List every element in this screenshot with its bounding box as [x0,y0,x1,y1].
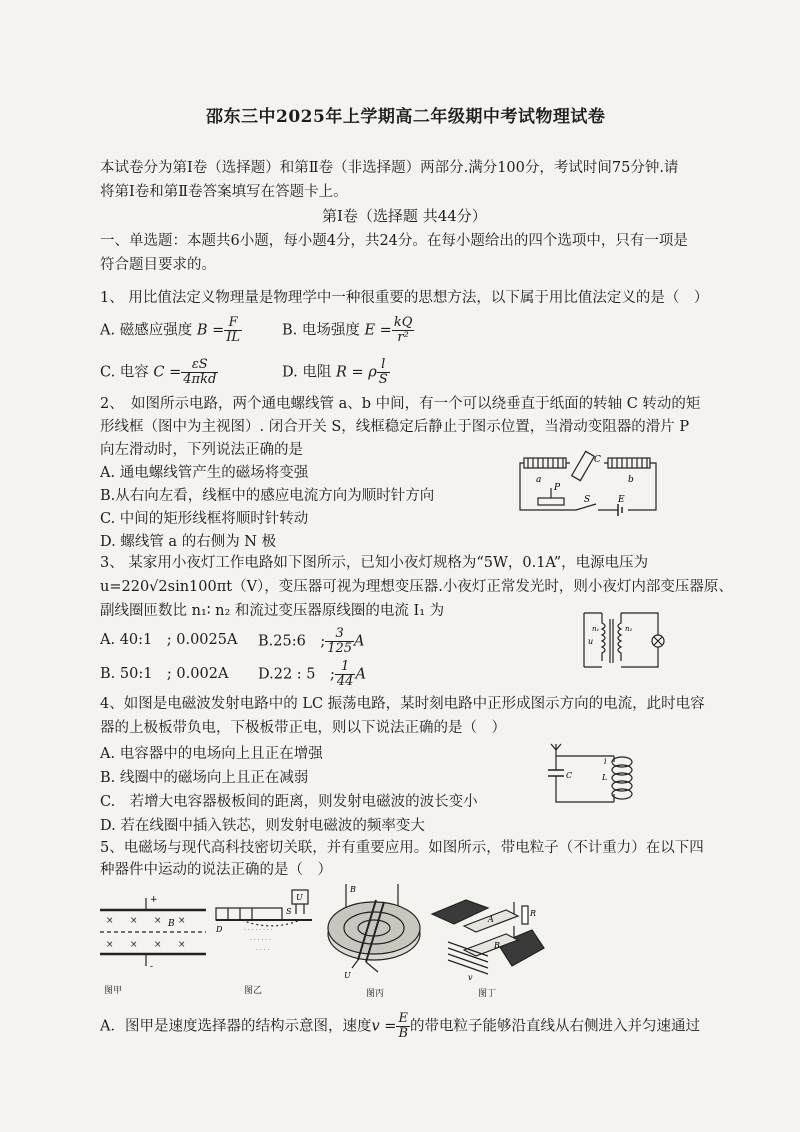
q4-option-b: B. 线圈中的磁场向上且正在减弱 [100,770,309,786]
q3-option-d [258,660,366,689]
q1-a-label: A. 磁感应强度 [100,322,193,339]
svg-text:×: × [106,916,114,926]
svg-text:×: × [130,940,138,950]
caption-figure-3: 图丙 [366,989,385,999]
q5-a-fraction [396,1012,410,1041]
q2-fig-label-b: b [628,475,634,485]
primary-coil [602,613,605,661]
q5-a-den: B [398,1026,408,1041]
q2-option-d: D. 螺线管 a 的右侧为 N 极 [100,534,277,550]
q3-line-3: 副线圈匝数比 n₁∶ n₂ 和流过变压器原线圈的电流 I₁ 为 [100,603,445,619]
fig1-label-b: B [168,919,175,929]
q3-b-unit: A [354,633,365,650]
svg-text:· · · ·: · · · · [256,947,270,954]
q3-fig-label-n2: n₂ [625,625,633,633]
q4-fig-label-c: C [566,771,573,780]
q4-fig-label-l: L [602,773,608,782]
battery-e [618,504,622,516]
q1-b-num: kQ [393,315,413,330]
q2-fig-label-c: C [594,455,601,465]
q5-a-post: 的带电粒子能够沿直线从右侧进入并匀速通过 [410,1018,700,1035]
q2-option-b: B.从右向左看，线框中的感应电流方向为顺时针方向 [100,488,435,504]
q1-option-a [100,316,242,345]
q5-option-a [100,1012,700,1041]
velocity-selector-figure [96,892,211,972]
fig3-label-u: U [344,971,351,980]
q2-fig-label-e: E [618,495,625,505]
mass-spectrometer-figure [212,884,322,976]
svg-text:×: × [154,916,162,926]
q3-d-den: 44 [336,674,354,689]
q2-solenoid-circuit-figure [518,448,658,518]
svg-text:· · · · · ·: · · · · · · [250,937,271,944]
q3-option-a: A. 40:1 ; 0.0025A [100,632,238,648]
q3-line-2: u=220√2sin100πt（V），变压器可视为理想变压器.小夜灯正常发光时，则小夜灯内部变压器原、 [100,579,733,595]
q4-fig-label-i: i [604,757,607,766]
q2-fig-label-a: a [536,475,542,485]
fig2-label-s: S [286,907,292,916]
q2-line-2: 形线框（图中为主视图）. 闭合开关 S，线框稳定后静止于图示位置，当滑动变阻器的滑片 P [100,419,690,435]
fig4-label-a: A [488,915,494,924]
q1-option-b [282,316,414,345]
q1-a-den: IL [226,330,241,345]
fig4-label-v: v [468,973,473,982]
q1-b-label: B. 电场强度 [282,322,360,339]
q4-option-c: C. 若增大电容器极板间的距离，则发射电磁波的波长变小 [100,794,478,810]
capacitor [548,770,564,776]
caption-figure-2: 图乙 [244,986,263,996]
q1-d-num: l [377,358,390,373]
q4-lc-circuit-figure [540,740,665,810]
section-1-title: 第Ⅰ卷（选择题 共44分） [322,207,487,225]
svg-text:×: × [154,940,162,950]
q3-d-unit: A [355,666,366,683]
svg-text:×: × [178,940,186,950]
q2-fig-label-p: P [554,483,561,493]
q1-a-num: F [224,316,242,331]
iron-core [610,619,613,663]
q3-b-fraction [325,627,354,656]
q4-line-1: 4、如图是电磁波发射电路中的 LC 振荡电路，某时刻电路中正形成图示方向的电流，此时电容 [100,696,705,712]
fig1-label-plus: + [150,895,158,905]
q5-a-pre: A．图甲是速度选择器的结构示意图，速度 [100,1018,372,1035]
q3-d-num: 1 [335,660,356,675]
q2-fig-label-s: S [584,495,591,505]
q2-option-c: C. 中间的矩形线框将顺时针转动 [100,511,309,527]
q2-option-a: A. 通电螺线管产生的磁场将变强 [100,465,309,481]
solenoid-b [608,458,650,468]
q3-transformer-figure [580,605,670,675]
antenna-icon [551,744,561,756]
q2-line-3: 向左滑动时，下列说法正确的是 [100,442,303,458]
rectangular-coil [572,451,595,480]
q1-b-den: r² [397,330,409,345]
part-1-line-1: 一、单选题：本题共6小题，每小题4分，共24分。在每小题给出的四个选项中，只有一项是 [100,233,688,249]
q4-option-a: A. 电容器中的电场向上且正在增强 [100,746,323,762]
q3-option-c: B. 50:1 ; 0.002A [100,666,229,682]
q1-a-fraction [224,316,242,345]
q1-b-fraction [392,316,415,345]
q3-b-den: 125 [327,641,353,656]
q3-d-fraction [335,660,356,689]
q1-d-lhs: R = ρ [335,364,377,381]
q1-c-den: 4πkd [183,372,217,387]
q1-b-lhs: E = [364,322,392,339]
cyclotron-figure [322,880,427,984]
q1-c-fraction [181,358,218,387]
q1-d-fraction [377,358,390,387]
fig4-label-b: B [494,941,500,950]
q2-line-1: 2、 如图所示电路，两个通电螺线管 a、b 中间，有一个可以绕垂直于纸面的转轴 C 转动的矩 [100,396,701,412]
q1-d-den: S [378,372,388,387]
intro-line-2: 将第Ⅰ卷和第Ⅱ卷答案填写在答题卡上。 [100,184,348,200]
fig3-label-b: B [350,885,356,894]
rheostat [538,498,564,505]
svg-text:×: × [130,916,138,926]
q1-stem: 1、 用比值法定义物理量是物理学中一种很重要的思想方法，以下属于用比值法定义的是（ ） [100,290,709,306]
q1-c-lhs: C = [153,364,182,381]
solenoid-a [524,458,566,468]
intro-line-1: 本试卷分为第Ⅰ卷（选择题）和第Ⅱ卷（非选择题）两部分.满分100分，考试时间75分钟.请 [100,160,679,176]
svg-text:×: × [106,940,114,950]
q5-line-1: 5、电磁场与现代高科技密切关联，并有重要应用。如图所示，带电粒子（不计重力）在以下四 [100,840,704,856]
q3-line-1: 3、 某家用小夜灯工作电路如下图所示，已知小夜灯规格为“5W，0.1A”，电源电压为 [100,555,649,571]
q3-b-num: 3 [325,627,354,642]
fig4-label-r: R [530,909,537,918]
q1-c-label: C. 电容 [100,364,149,381]
q4-option-d: D. 若在线圈中插入铁芯，则发射电磁波的频率变大 [100,818,425,834]
exam-title: 邵东三中2025年上学期高二年级期中考试物理试卷 [206,107,606,127]
q3-option-b [258,627,365,656]
secondary-coil [618,613,621,661]
svg-text:· · · · · · · ·: · · · · · · · · [244,927,273,934]
q3-fig-label-u: u [588,637,594,646]
q1-c-num: εS [181,358,218,373]
q5-a-num: E [396,1012,410,1027]
caption-figure-4: 图丁 [478,989,497,999]
q4-line-2: 器的上极板带负电，下极板带正电，则以下说法正确的是（ ） [100,720,506,736]
svg-text:×: × [178,916,186,926]
fig1-label-minus: - [150,962,154,972]
q1-a-lhs: B = [196,322,225,339]
q1-option-d [282,358,390,387]
q5-line-2: 种器件中运动的说法正确的是（ ） [100,862,332,878]
q5-a-lhs: v = [371,1018,397,1035]
q3-fig-label-n1: n₁ [592,625,600,633]
mhd-generator-figure [428,896,548,984]
q1-option-c [100,358,218,387]
q1-d-label: D. 电阻 [282,364,332,381]
part-1-line-2: 符合题目要求的。 [100,257,216,273]
q3-d-text: D.22 : 5 ; [258,666,335,683]
q3-b-text: B.25:6 ; [258,633,326,650]
fig2-label-u: U [296,893,303,902]
fig2-label-d: D [216,925,223,934]
caption-figure-1: 图甲 [104,986,123,996]
